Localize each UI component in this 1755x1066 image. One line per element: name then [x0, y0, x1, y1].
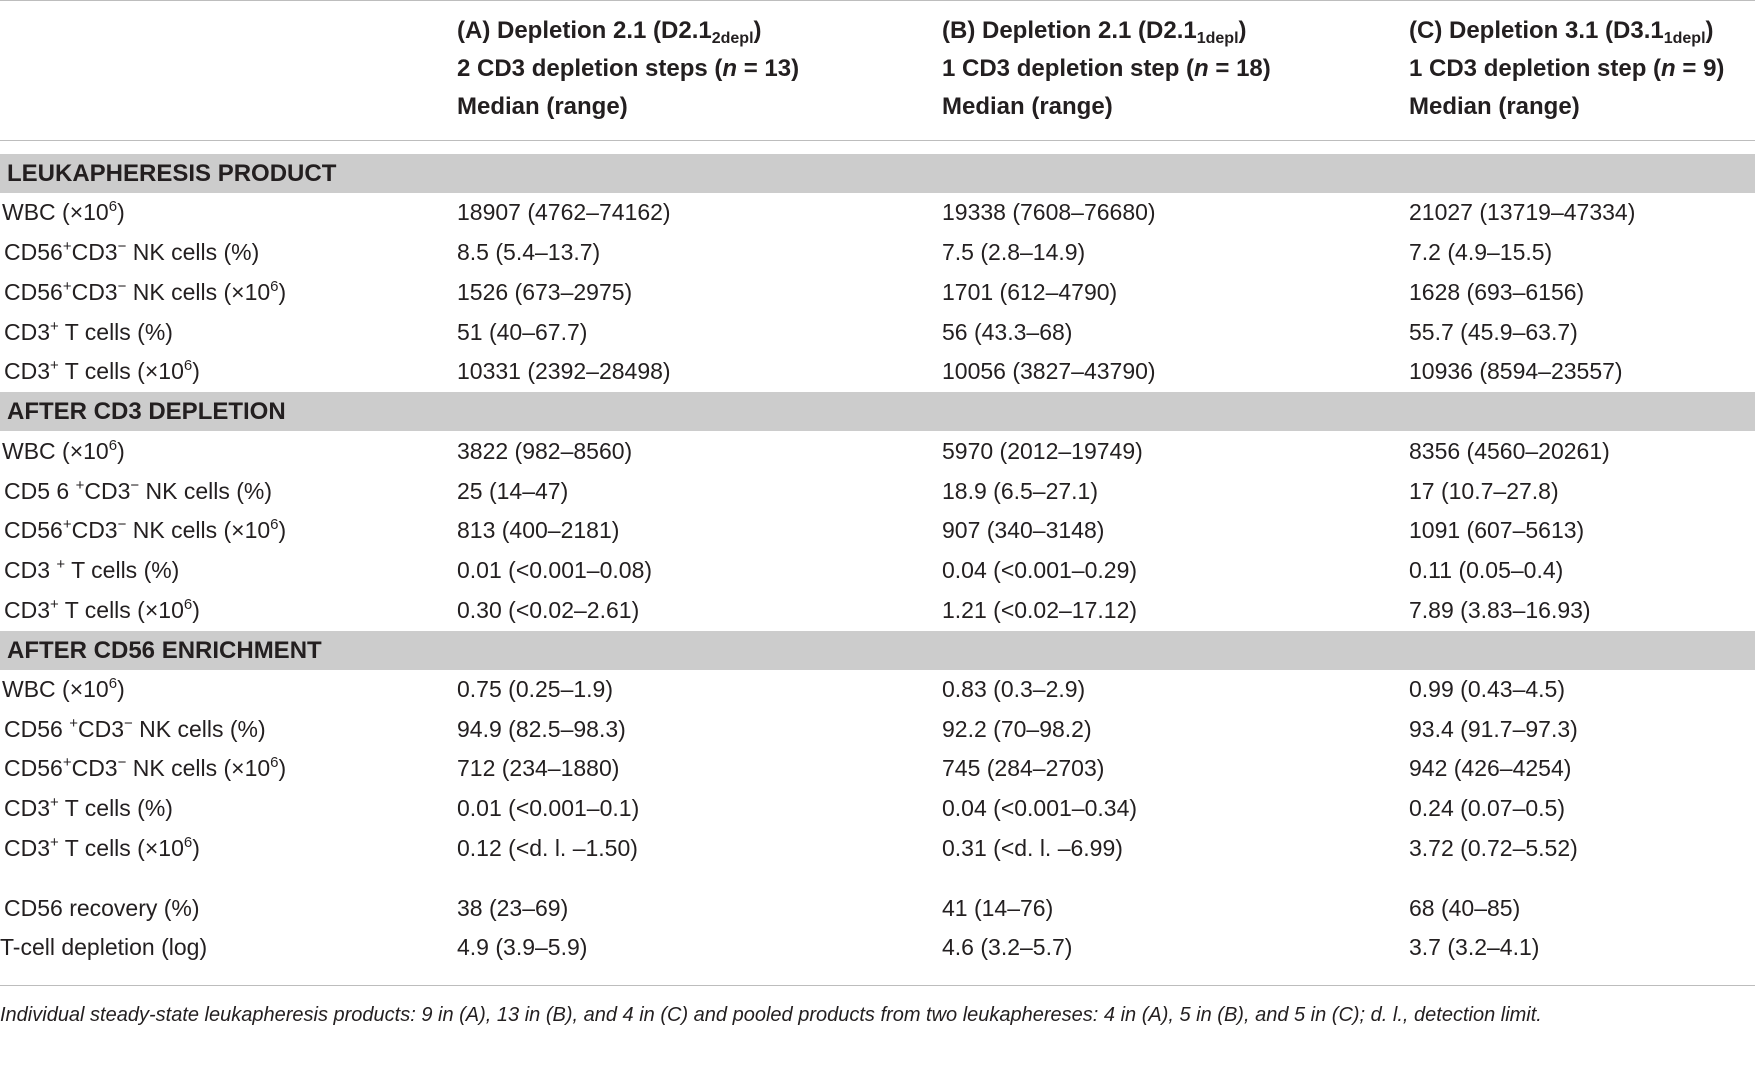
value-cell: 10331 (2392–28498) [457, 358, 671, 384]
row-label-nk-percent: CD56 +CD3− NK cells (%) [4, 715, 266, 742]
value-cell: 3.7 (3.2–4.1) [1409, 934, 1540, 960]
value-cell: 0.01 (<0.001–0.1) [457, 795, 640, 821]
value-cell: 0.99 (0.43–4.5) [1409, 676, 1566, 702]
value-cell: 745 (284–2703) [942, 755, 1105, 781]
value-cell: 92.2 (70–98.2) [942, 716, 1092, 742]
value-cell: 38 (23–69) [457, 895, 569, 921]
row-label-t-percent: CD3 + T cells (%) [4, 556, 180, 583]
row-label-wbc: WBC $(\times 10^6)$ [2, 675, 125, 702]
value-cell: 0.11 (0.05–0.4) [1409, 557, 1564, 583]
row-label-t-percent: CD3+ T cells (%) [4, 794, 173, 821]
value-cell: 0.24 (0.07–0.5) [1409, 795, 1566, 821]
value-cell: 0.04 (<0.001–0.34) [942, 795, 1138, 821]
value-cell: 68 (40–85) [1409, 895, 1521, 921]
value-cell: 712 (234–1880) [457, 755, 620, 781]
value-cell: 0.30 (<0.02–2.61) [457, 597, 640, 623]
value-cell: 10936 (8594–23557) [1409, 358, 1623, 384]
value-cell: 813 (400–2181) [457, 517, 620, 543]
value-cell: 1701 (612–4790) [942, 279, 1118, 305]
value-cell: 17 (10.7–27.8) [1409, 478, 1559, 504]
value-cell: 7.5 (2.8–14.9) [942, 239, 1086, 265]
row-label-t-absolute: CD3+ T cells $(\times 10^6)$ [4, 357, 200, 384]
row-label-nk-percent: CD56+CD3− NK cells (%) [4, 238, 260, 265]
row-label-nk-percent: CD5 6 +CD3− NK cells (%) [4, 477, 273, 504]
section-leukapheresis-product: LEUKAPHERESIS PRODUCT [0, 154, 1755, 193]
value-cell: 0.31 (<d. l. –6.99) [942, 835, 1123, 861]
value-cell: 0.01 (<0.001–0.08) [457, 557, 653, 583]
row-label-nk-absolute: CD56+CD3− NK cells $(\times 10^6)$ [4, 516, 287, 543]
value-cell: 21027 (13719–47334) [1409, 199, 1636, 225]
value-cell: 7.89 (3.83–16.93) [1409, 597, 1591, 623]
value-cell: 10056 (3827–43790) [942, 358, 1156, 384]
value-cell: 942 (426–4254) [1409, 755, 1572, 781]
row-label-cd56-recovery: CD56 recovery (%) [4, 895, 200, 921]
value-cell: 18907 (4762–74162) [457, 199, 671, 225]
value-cell: 41 (14–76) [942, 895, 1054, 921]
value-cell: 0.83 (0.3–2.9) [942, 676, 1086, 702]
value-cell: 4.9 (3.9–5.9) [457, 934, 588, 960]
row-label-nk-absolute: CD56+CD3− NK cells $(\times 10^6)$ [4, 754, 287, 781]
value-cell: 56 (43.3–68) [942, 319, 1073, 345]
value-cell: 19338 (7608–76680) [942, 199, 1156, 225]
row-label-wbc: WBC $(\times 10^6)$ [2, 437, 125, 464]
row-label-t-cell-depletion: T-cell depletion (log) [0, 934, 208, 960]
section-after-cd3-depletion: AFTER CD3 DEPLETION [0, 392, 1755, 431]
value-cell: 8.5 (5.4–13.7) [457, 239, 601, 265]
column-header-a: (A) Depletion 2.1 $(D2.1_{2depl})$ 2 CD3 depletion steps (n = 13) Median (range) [457, 17, 800, 120]
column-header-c: (C) Depletion 3.1 $(D3.1_{1depl})$ 1 CD3 depletion step (n = 9) Median (range) [1409, 17, 1725, 120]
value-cell: 4.6 (3.2–5.7) [942, 934, 1073, 960]
column-header-b: (B) Depletion 2.1 $(D2.1_{1depl})$ 1 CD3 depletion step (n = 18) Median (range) [942, 17, 1271, 120]
value-cell: 1628 (693–6156) [1409, 279, 1585, 305]
value-cell: 8356 (4560–20261) [1409, 438, 1610, 464]
value-cell: 51 (40–67.7) [457, 319, 588, 345]
header-rule [0, 140, 1755, 141]
value-cell: 94.9 (82.5–98.3) [457, 716, 626, 742]
value-cell: 7.2 (4.9–15.5) [1409, 239, 1553, 265]
table-footnote: Individual steady-state leukapheresis products: 9 in (A), 13 in (B), and 4 in (C) and pooled products from two leukaphereses: 4 in (A), 5 in (B), and 5 in (C); d. l., detection limit. [0, 1004, 1542, 1026]
value-cell: 93.4 (91.7–97.3) [1409, 716, 1578, 742]
row-label-t-absolute: CD3+ T cells $(\times 10^6)$ [4, 596, 200, 623]
row-label-wbc: WBC $(\times 10^6)$ [2, 198, 125, 225]
bottom-rule [0, 985, 1755, 986]
value-cell: 25 (14–47) [457, 478, 569, 504]
value-cell: 55.7 (45.9–63.7) [1409, 319, 1578, 345]
value-cell: 1091 (607–5613) [1409, 517, 1585, 543]
row-label-t-absolute: CD3+ T cells $(\times 10^6)$ [4, 834, 200, 861]
value-cell: 907 (340–3148) [942, 517, 1105, 543]
value-cell: 0.04 (<0.001–0.29) [942, 557, 1138, 583]
top-rule [0, 0, 1755, 1]
section-after-cd56-enrichment: AFTER CD56 ENRICHMENT [0, 631, 1755, 670]
value-cell: 1526 (673–2975) [457, 279, 633, 305]
value-cell: 3.72 (0.72–5.52) [1409, 835, 1578, 861]
value-cell: 5970 (2012–19749) [942, 438, 1143, 464]
value-cell: 3822 (982–8560) [457, 438, 633, 464]
value-cell: 0.75 (0.25–1.9) [457, 676, 614, 702]
value-cell: 0.12 (<d. l. –1.50) [457, 835, 638, 861]
row-label-nk-absolute: CD56+CD3− NK cells $(\times 10^6)$ [4, 278, 287, 305]
row-label-t-percent: CD3+ T cells (%) [4, 318, 173, 345]
value-cell: 18.9 (6.5–27.1) [942, 478, 1099, 504]
value-cell: 1.21 (<0.02–17.12) [942, 597, 1138, 623]
